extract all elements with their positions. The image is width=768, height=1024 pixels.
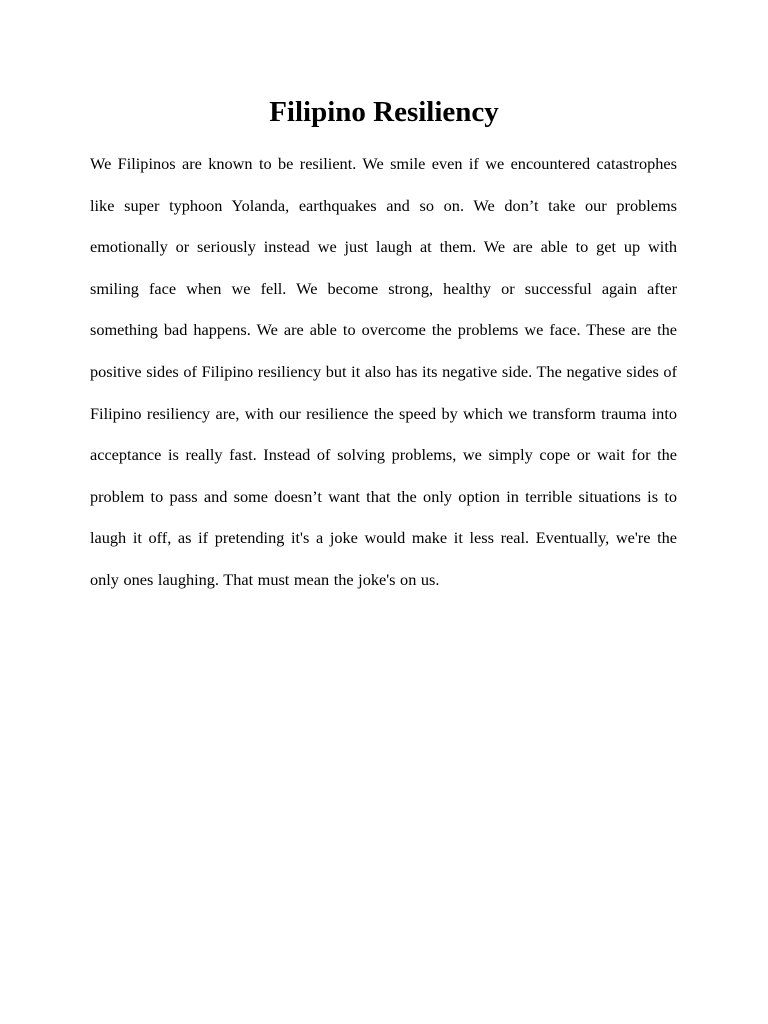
document-title: Filipino Resiliency — [269, 96, 499, 128]
document-paragraph: We Filipinos are known to be resilient. We smile even if we encountered catastrophes like super typhoon Yolanda, earthquakes and so on. We don’t take our problems emotionally or seriously instead we just laugh at them. We are able to get up with smiling face when we fell. We become strong, healthy or successful again after something bad happens. We are able to overcome the problems we face. These are the positive sides of Filipino resiliency but it also has its negative side. The negative sides of Filipino resiliency are, with our resilience the speed by which we transform trauma into acceptance is really fast. Instead of solving problems, we simply cope or wait for the problem to pass and some doesn’t want that the only option in terrible situations is to laugh it off, as if pretending it's a joke would make it less real. Eventually, we're the only ones laughing. That must mean the joke's on us. — [90, 154, 677, 589]
